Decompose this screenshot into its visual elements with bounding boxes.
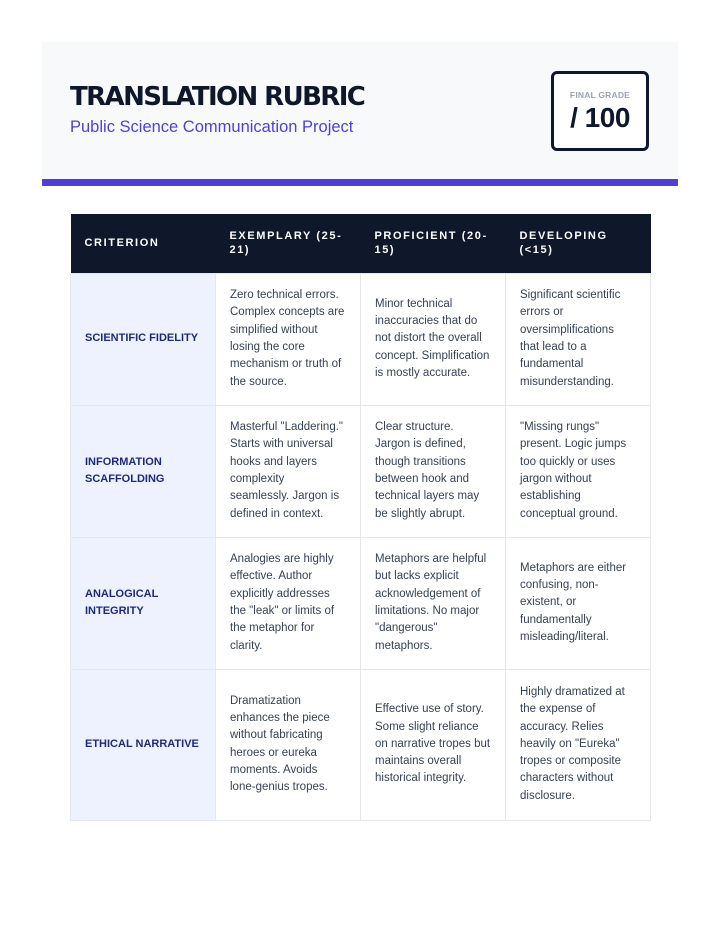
table-row	[71, 669, 651, 820]
criterion-cell: INFORMATION SCAFFOLDING	[71, 405, 216, 537]
developing-cell: "Missing rungs" present. Logic jumps too quickly or uses jargon without establishing conceptual ground.	[506, 405, 651, 537]
page-subtitle: Public Science Communication Project	[70, 118, 354, 136]
page-title: TRANSLATION RUBRIC	[70, 82, 365, 112]
final-grade-label: FINAL GRADE	[569, 90, 631, 100]
table-row	[71, 273, 651, 405]
accent-divider	[42, 179, 678, 186]
column-header-criterion: CRITERION	[71, 214, 216, 273]
table-row	[71, 537, 651, 669]
proficient-cell: Effective use of story. Some slight reliance on narrative tropes but maintains overall historical integrity.	[361, 669, 506, 820]
column-header-proficient: PROFICIENT (20-15)	[361, 214, 506, 273]
final-grade-value: / 100	[570, 102, 630, 133]
developing-cell: Significant scientific errors or oversimplifications that lead to a fundamental misunderstanding.	[506, 273, 651, 405]
rubric-table	[70, 214, 651, 821]
exemplary-cell: Analogies are highly effective. Author explicitly addresses the "leak" or limits of the metaphor for clarity.	[216, 537, 361, 669]
column-header-exemplary: EXEMPLARY (25-21)	[216, 214, 361, 273]
exemplary-cell: Masterful "Laddering." Starts with universal hooks and layers complexity seamlessly. Jargon is defined in context.	[216, 405, 361, 537]
developing-cell: Highly dramatized at the expense of accuracy. Relies heavily on "Eureka" tropes or composite characters without disclosure.	[506, 669, 651, 820]
proficient-cell: Clear structure. Jargon is defined, though transitions between hook and technical layers may be slightly abrupt.	[361, 405, 506, 537]
criterion-cell: ANALOGICAL INTEGRITY	[71, 537, 216, 669]
header-panel	[42, 42, 678, 179]
table-row	[71, 405, 651, 537]
column-header-developing: DEVELOPING (<15)	[506, 214, 651, 273]
table-header-row	[71, 214, 651, 273]
exemplary-cell: Dramatization enhances the piece without fabricating heroes or eureka moments. Avoids lone-genius tropes.	[216, 669, 361, 820]
criterion-cell: ETHICAL NARRATIVE	[71, 669, 216, 820]
developing-cell: Metaphors are either confusing, non-existent, or fundamentally misleading/literal.	[506, 537, 651, 669]
proficient-cell: Minor technical inaccuracies that do not distort the overall concept. Simplification is mostly accurate.	[361, 273, 506, 405]
exemplary-cell: Zero technical errors. Complex concepts are simplified without losing the core mechanism or truth of the source.	[216, 273, 361, 405]
criterion-cell: SCIENTIFIC FIDELITY	[71, 273, 216, 405]
proficient-cell: Metaphors are helpful but lacks explicit acknowledgement of limitations. No major "dangerous" metaphors.	[361, 537, 506, 669]
final-grade-box	[551, 71, 649, 151]
